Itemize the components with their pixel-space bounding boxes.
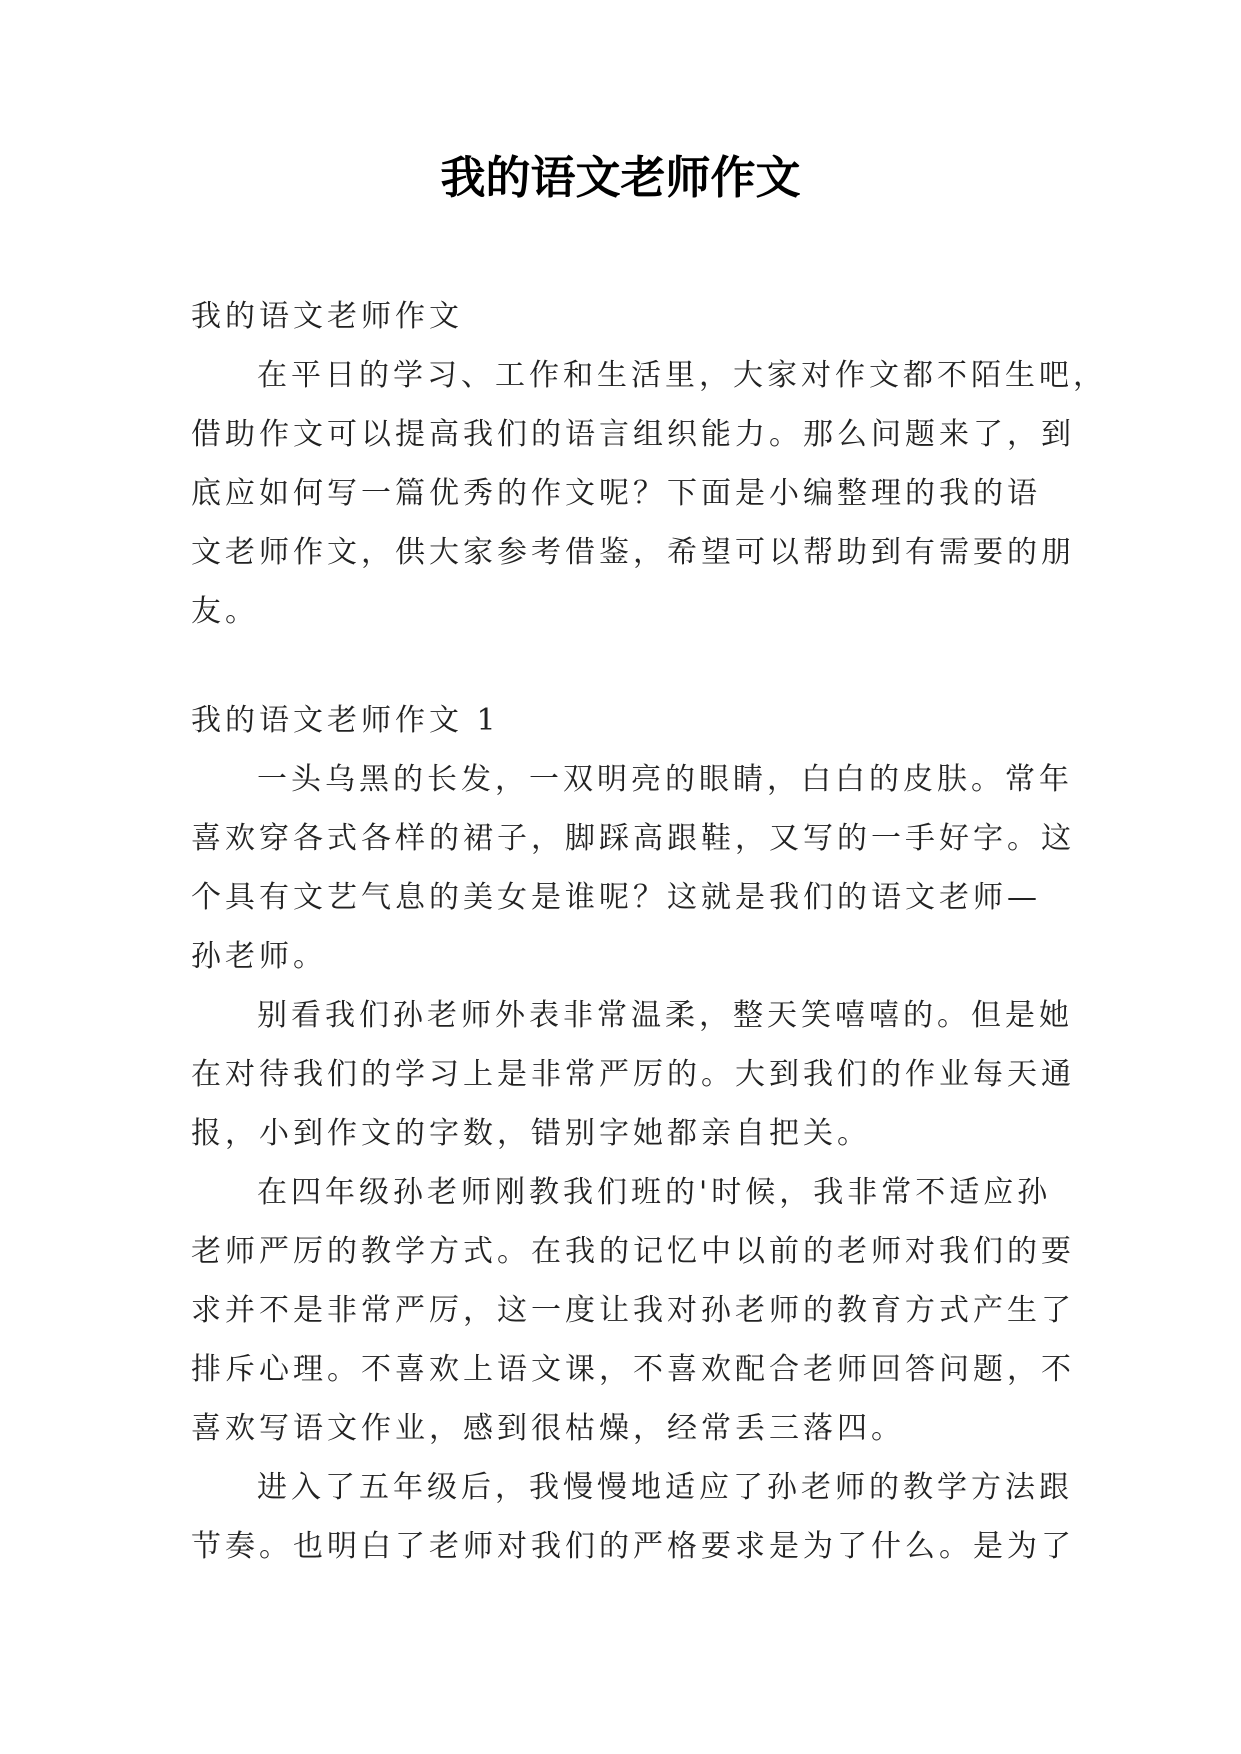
paragraph-line: 在对待我们的学习上是非常严厉的。大到我们的作业每天通 [191, 1057, 1075, 1092]
paragraph-line: 在四年级孙老师刚教我们班的'时候，我非常不适应孙 [257, 1175, 1052, 1210]
paragraph-line: 进入了五年级后，我慢慢地适应了孙老师的教学方法跟 [257, 1470, 1073, 1505]
paragraph-line: 排斥心理。不喜欢上语文课，不喜欢配合老师回答问题，不 [191, 1352, 1075, 1387]
paragraph-line: 喜欢穿各式各样的裙子，脚踩高跟鞋，又写的一手好字。这 [191, 821, 1075, 856]
section-heading: 我的语文老师作文 [191, 299, 463, 334]
paragraph-line: 孙老师。 [191, 939, 327, 974]
paragraph-line: 节奏。也明白了老师对我们的严格要求是为了什么。是为了 [191, 1529, 1075, 1564]
paragraph-line: 借助作文可以提高我们的语言组织能力。那么问题来了，到 [191, 417, 1075, 452]
document-body [191, 287, 1107, 1576]
paragraph-line: 喜欢写语文作业，感到很枯燥，经常丢三落四。 [191, 1411, 905, 1446]
paragraph-line: 报，小到作文的字数，错别字她都亲自把关。 [191, 1116, 871, 1151]
paragraph-line: 个具有文艺气息的美女是谁呢？这就是我们的语文老师— [191, 880, 1041, 915]
paragraph-line: 一头乌黑的长发，一双明亮的眼睛，白白的皮肤。常年 [257, 762, 1073, 797]
section-spacer [191, 641, 1054, 691]
paragraph-line: 老师严厉的教学方式。在我的记忆中以前的老师对我们的要 [191, 1234, 1075, 1269]
paragraph-line: 在平日的学习、工作和生活里，大家对作文都不陌生吧， [257, 358, 1107, 393]
paragraph-line: 底应如何写一篇优秀的作文呢？下面是小编整理的我的语 [191, 476, 1041, 511]
paragraph-line: 文老师作文，供大家参考借鉴，希望可以帮助到有需要的朋 [191, 535, 1075, 570]
document-title: 我的语文老师作文 [440, 151, 801, 204]
paragraph-line: 求并不是非常严厉，这一度让我对孙老师的教育方式产生了 [191, 1293, 1075, 1328]
section-heading: 我的语文老师作文 1 [191, 703, 500, 738]
paragraph-line: 别看我们孙老师外表非常温柔，整天笑嘻嘻的。但是她 [257, 998, 1073, 1033]
paragraph-line: 友。 [191, 594, 259, 629]
